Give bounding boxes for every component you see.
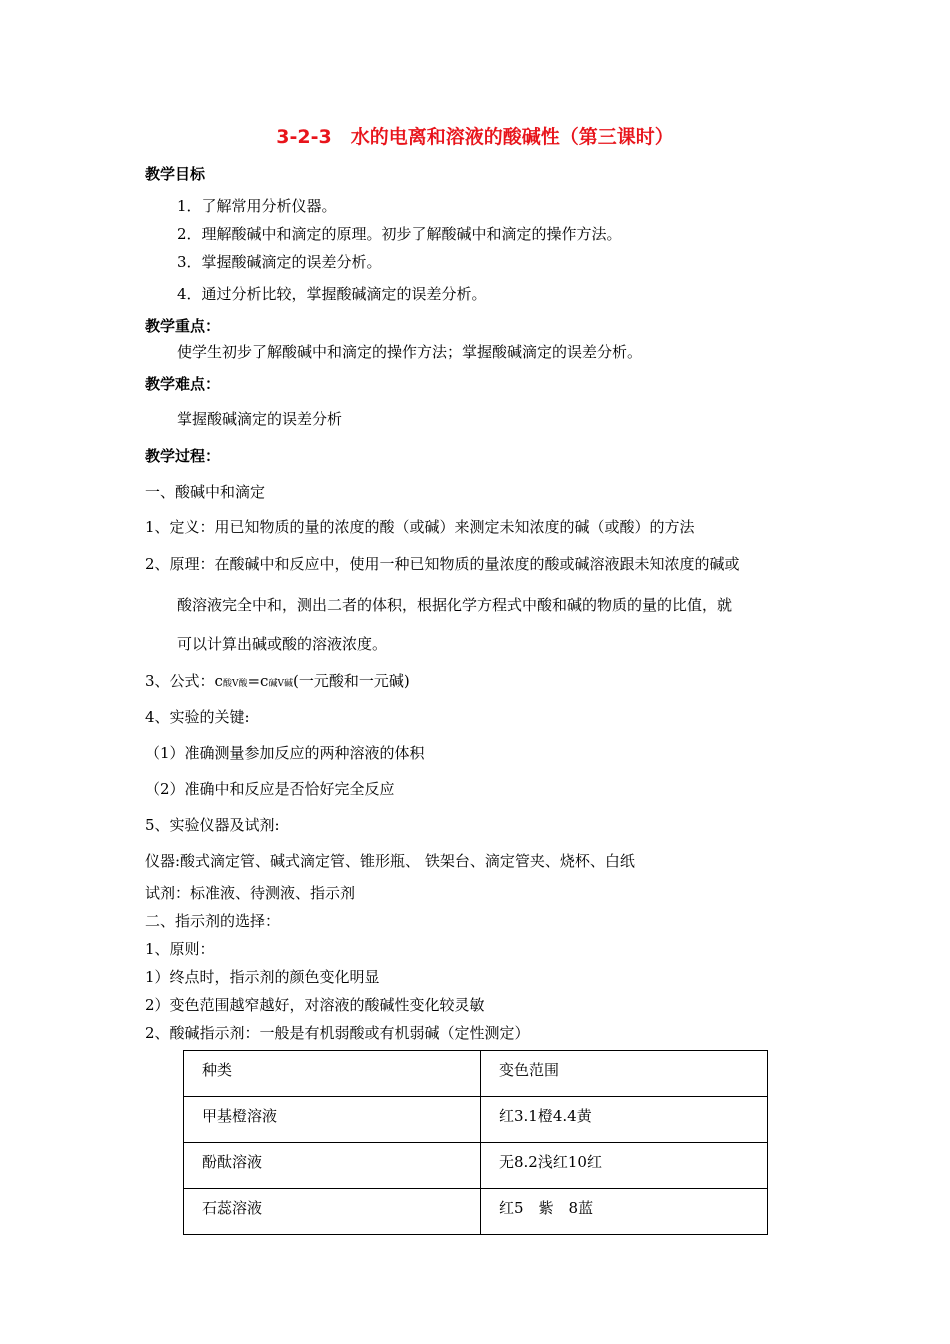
- table-cell-name: 石蕊溶液: [184, 1189, 481, 1235]
- table-row: [184, 1097, 768, 1143]
- objective-item-2: 2．理解酸碱中和滴定的原理。初步了解酸碱中和滴定的操作方法。: [177, 225, 622, 243]
- formula-sub-base-2: 碱: [283, 679, 293, 689]
- formula-sub-base: 碱: [268, 679, 278, 689]
- difficulties-heading: 教学难点：: [145, 375, 221, 393]
- indicators-intro: 2、酸碱指示剂：一般是有机弱酸或有机弱碱（定性测定）: [145, 1024, 530, 1042]
- principle-line-2: 酸溶液完全中和，测出二者的体积，根据化学方程式中酸和碱的物质的量的比值，就: [177, 596, 733, 614]
- reagents-text: 试剂：标准液、待测液、指示剂: [145, 884, 356, 902]
- table-cell-range: 红5 紫 8蓝: [481, 1189, 768, 1235]
- table-header-range: 变色范围: [481, 1051, 768, 1097]
- formula-v-acid: V: [231, 679, 239, 689]
- formula-sub-acid-2: 酸: [238, 679, 248, 689]
- difficulties-text: 掌握酸碱滴定的误差分析: [177, 410, 343, 428]
- table-cell-range: 无8.2浅红10红: [481, 1143, 768, 1189]
- table-row: [184, 1189, 768, 1235]
- table-cell-range: 红3.1橙4.4黄: [481, 1097, 768, 1143]
- table-cell-name: 甲基橙溶液: [184, 1097, 481, 1143]
- process-heading: 教学过程：: [145, 447, 221, 465]
- rule-1: 1）终点时，指示剂的颜色变化明显: [145, 968, 380, 986]
- table-row: [184, 1143, 768, 1189]
- principle-heading: 1、原则：: [145, 940, 215, 958]
- formula-sub-acid: 酸: [222, 679, 232, 689]
- rule-2: 2）变色范围越窄越好，对溶液的酸碱性变化较灵敏: [145, 996, 485, 1014]
- formula-v-base: V: [277, 679, 284, 689]
- definition-text: 1、定义：用已知物质的量的浓度的酸（或碱）来测定未知浓度的碱（或酸）的方法: [145, 518, 695, 536]
- objective-item-1: 1．了解常用分析仪器。: [177, 197, 337, 215]
- principle-line-3: 可以计算出碱或酸的溶液浓度。: [177, 635, 388, 653]
- formula-note: (一元酸和一元碱): [293, 672, 410, 690]
- key-points-text: 使学生初步了解酸碱中和滴定的操作方法；掌握酸碱滴定的误差分析。: [177, 343, 643, 361]
- table-cell-name: 酚酞溶液: [184, 1143, 481, 1189]
- formula-eq: =c: [247, 672, 269, 690]
- key-points-heading: 教学重点：: [145, 317, 221, 335]
- page-title: 3-2-3 水的电离和溶液的酸碱性（第三课时）: [276, 126, 674, 148]
- key-heading: 4、实验的关键:: [145, 708, 250, 726]
- table-header-type: 种类: [184, 1051, 481, 1097]
- objective-item-4: 4．通过分析比较，掌握酸碱滴定的误差分析。: [177, 285, 487, 303]
- key-item-2: （2）准确中和反应是否恰好完全反应: [145, 780, 395, 798]
- key-item-1: （1）准确测量参加反应的两种溶液的体积: [145, 744, 425, 762]
- formula-line: [145, 671, 410, 694]
- objective-item-3: 3．掌握酸碱滴定的误差分析。: [177, 253, 382, 271]
- instruments-text: 仪器:酸式滴定管、碱式滴定管、锥形瓶、 铁架台、滴定管夹、烧杯、白纸: [145, 852, 635, 870]
- formula-prefix: 3、公式：c: [145, 672, 223, 690]
- section-indicator: 二、指示剂的选择：: [145, 912, 281, 930]
- indicator-table: [183, 1050, 768, 1235]
- principle-line-1: 2、原理：在酸碱中和反应中，使用一种已知物质的量浓度的酸或碱溶液跟未知浓度的碱或: [145, 555, 740, 573]
- table-header-row: [184, 1051, 768, 1097]
- apparatus-heading: 5、实验仪器及试剂:: [145, 816, 280, 834]
- section-titration: 一、酸碱中和滴定: [145, 483, 266, 501]
- objectives-heading: 教学目标: [145, 165, 206, 183]
